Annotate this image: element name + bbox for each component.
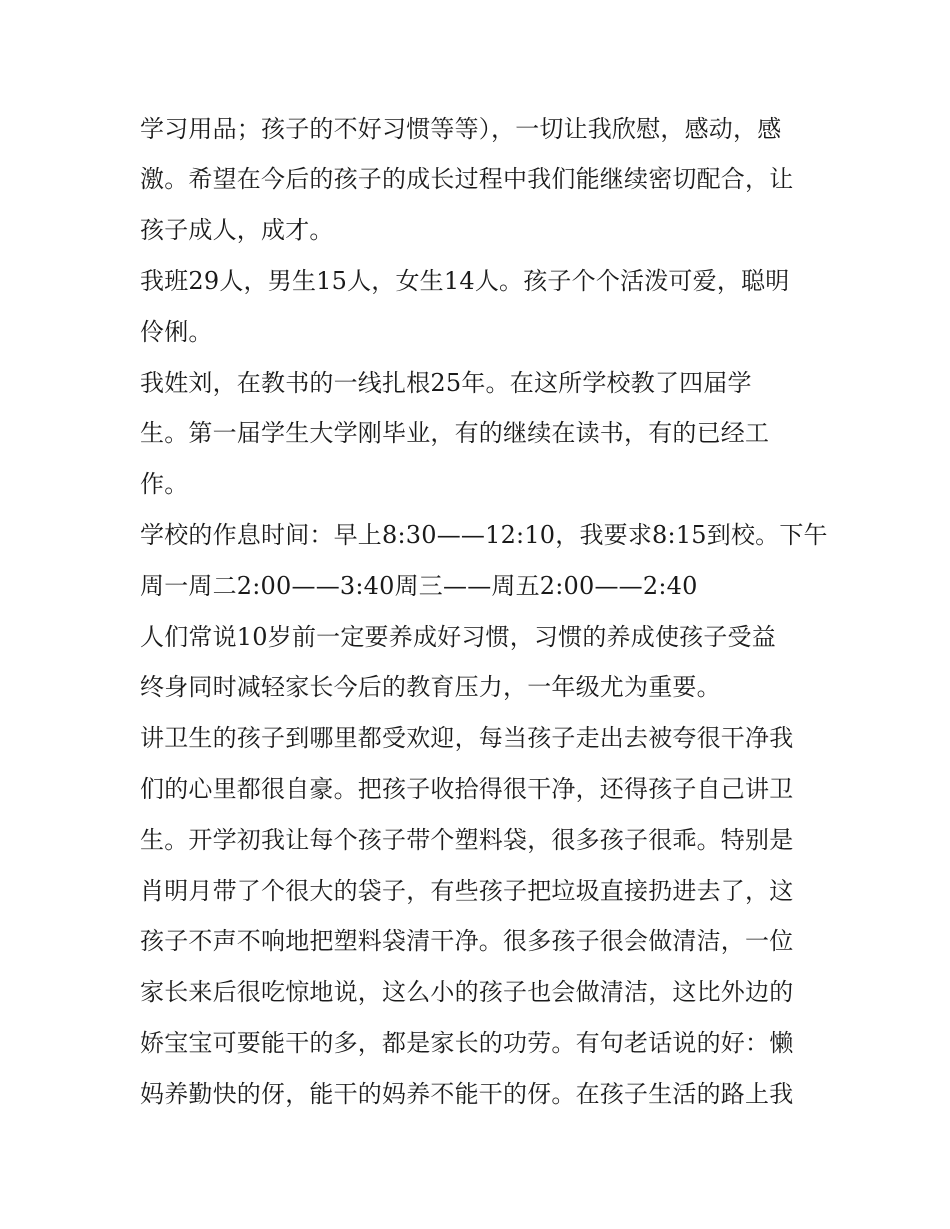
text-line: 激。希望在今后的孩子的成长过程中我们能继续密切配合，让: [140, 165, 794, 193]
text-line: 我班29人，男生15人，女生14人。孩子个个活泼可爱，聪明: [140, 267, 790, 295]
text-line: 生。开学初我让每个孩子带个塑料袋，很多孩子很乖。特别是: [140, 826, 794, 854]
text-line: 我姓刘，在教书的一线扎根25年。在这所学校教了四届学: [140, 369, 752, 397]
text-line: 学校的作息时间：早上8:30——12:10，我要求8:15到校。下午: [140, 521, 828, 549]
text-line: 孩子成人，成才。: [140, 216, 334, 244]
text-line: 终身同时减轻家长今后的教育压力，一年级尤为重要。: [140, 673, 721, 701]
text-line: 作。: [140, 470, 189, 498]
text-line: 家长来后很吃惊地说，这么小的孩子也会做清洁，这比外边的: [140, 978, 794, 1006]
text-line: 讲卫生的孩子到哪里都受欢迎，每当孩子走出去被夸很干净我: [140, 724, 794, 752]
text-line: 周一周二2:00——3:40周三——周五2:00——2:40: [140, 572, 698, 600]
text-line: 肖明月带了个很大的袋子，有些孩子把垃圾直接扔进去了，这: [140, 877, 794, 905]
text-line: 妈养勤快的伢，能干的妈养不能干的伢。在孩子生活的路上我: [140, 1080, 794, 1108]
text-line: 娇宝宝可要能干的多，都是家长的功劳。有句老话说的好：懒: [140, 1029, 794, 1057]
text-line: 人们常说10岁前一定要养成好习惯，习惯的养成使孩子受益: [140, 623, 776, 651]
text-line: 学习用品；孩子的不好习惯等等），一切让我欣慰，感动，感: [140, 115, 782, 143]
text-line: 生。第一届学生大学刚毕业，有的继续在读书，有的已经工: [140, 419, 770, 447]
text-line: 们的心里都很自豪。把孩子收拾得很干净，还得孩子自己讲卫: [140, 775, 794, 803]
text-line: 伶俐。: [140, 318, 213, 346]
text-line: 孩子不声不响地把塑料袋清干净。很多孩子很会做清洁，一位: [140, 927, 794, 955]
